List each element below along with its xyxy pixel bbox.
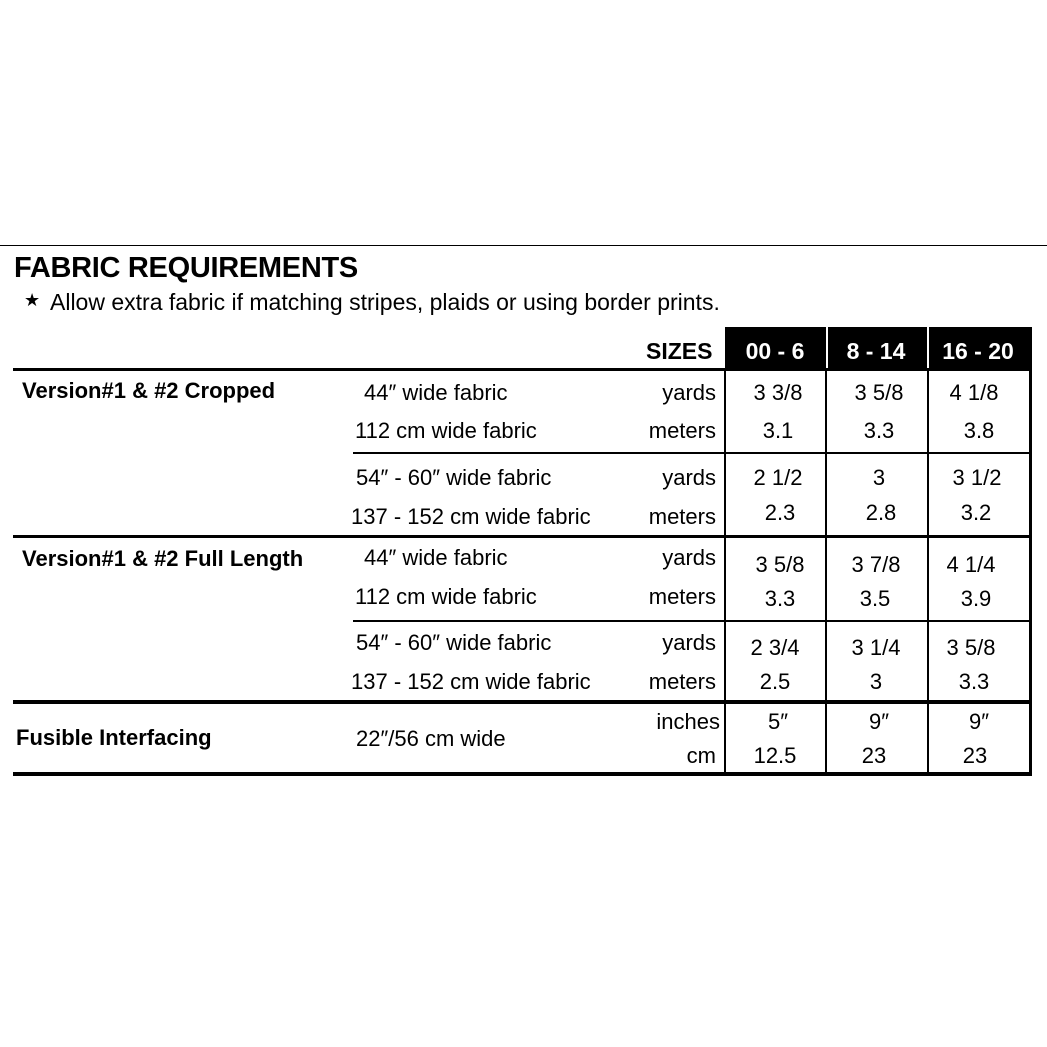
page-title: FABRIC REQUIREMENTS xyxy=(14,252,358,284)
unit-label: meters xyxy=(648,584,716,609)
size-col-2: 16 - 20 xyxy=(942,338,1014,364)
value-cell: 2 1/2 xyxy=(753,465,803,490)
fabric-label: 44″ wide fabric xyxy=(364,545,508,570)
value-cell: 3 5/8 xyxy=(946,635,996,660)
row-rule xyxy=(13,535,1032,538)
value-cell: 4 1/4 xyxy=(946,552,996,577)
unit-label: meters xyxy=(648,504,716,529)
unit-label: meters xyxy=(648,669,716,694)
unit-label: cm xyxy=(686,743,716,768)
value-cell: 3 xyxy=(872,465,886,490)
unit-label: meters xyxy=(648,418,716,443)
col-rule xyxy=(1029,369,1032,774)
value-cell: 4 1/8 xyxy=(949,380,999,405)
value-cell: 9″ xyxy=(968,709,990,734)
col-rule xyxy=(724,369,726,774)
unit-label: yards xyxy=(662,380,716,405)
section-label-cropped: Version#1 & #2 Cropped xyxy=(22,378,276,403)
value-cell: 3.1 xyxy=(762,418,794,443)
value-cell: 3.8 xyxy=(963,418,995,443)
fabric-label: 112 cm wide fabric xyxy=(355,584,537,609)
value-cell: 3.5 xyxy=(859,586,891,611)
value-cell: 9″ xyxy=(868,709,890,734)
value-cell: 2.8 xyxy=(865,500,897,525)
fabric-label: 112 cm wide fabric xyxy=(355,418,537,443)
value-cell: 23 xyxy=(962,743,988,768)
top-divider xyxy=(0,245,1047,246)
header-divider xyxy=(927,327,929,369)
value-cell: 3 1/4 xyxy=(851,635,901,660)
value-cell: 3.3 xyxy=(764,586,796,611)
value-cell: 2.5 xyxy=(759,669,791,694)
fabric-label: 44″ wide fabric xyxy=(364,380,508,405)
unit-label: yards xyxy=(662,545,716,570)
sizes-label: SIZES xyxy=(646,338,713,364)
value-cell: 3.3 xyxy=(958,669,990,694)
row-rule xyxy=(353,620,1032,622)
fabric-label: 54″ - 60″ wide fabric xyxy=(356,465,552,490)
row-rule xyxy=(13,700,1032,704)
star-icon: ★ xyxy=(24,290,41,310)
value-cell: 3.9 xyxy=(960,586,992,611)
section-label-full-length: Version#1 & #2 Full Length xyxy=(22,546,304,571)
unit-label: inches xyxy=(656,709,720,734)
size-col-1: 8 - 14 xyxy=(846,338,906,364)
note-text: Allow extra fabric if matching stripes, plaids or using border prints. xyxy=(50,289,720,315)
value-cell: 3.3 xyxy=(863,418,895,443)
row-rule xyxy=(353,452,1032,454)
header-divider xyxy=(826,327,828,369)
fabric-label: 137 - 152 cm wide fabric xyxy=(351,669,591,694)
size-col-0: 00 - 6 xyxy=(745,338,805,364)
section-label-interfacing: Fusible Interfacing xyxy=(16,725,212,750)
value-cell: 23 xyxy=(861,743,887,768)
value-cell: 3.2 xyxy=(960,500,992,525)
row-rule xyxy=(13,368,1032,371)
fabric-label: 22″/56 cm wide xyxy=(356,726,506,751)
value-cell: 2.3 xyxy=(764,500,796,525)
row-rule xyxy=(13,772,1032,776)
value-cell: 3 3/8 xyxy=(753,380,803,405)
unit-label: yards xyxy=(662,630,716,655)
fabric-label: 137 - 152 cm wide fabric xyxy=(351,504,591,529)
value-cell: 3 5/8 xyxy=(854,380,904,405)
value-cell: 2 3/4 xyxy=(750,635,800,660)
value-cell: 3 7/8 xyxy=(851,552,901,577)
value-cell: 5″ xyxy=(767,709,789,734)
value-cell: 3 xyxy=(869,669,883,694)
value-cell: 12.5 xyxy=(753,743,797,768)
value-cell: 3 5/8 xyxy=(755,552,805,577)
value-cell: 3 1/2 xyxy=(952,465,1002,490)
fabric-label: 54″ - 60″ wide fabric xyxy=(356,630,552,655)
unit-label: yards xyxy=(662,465,716,490)
